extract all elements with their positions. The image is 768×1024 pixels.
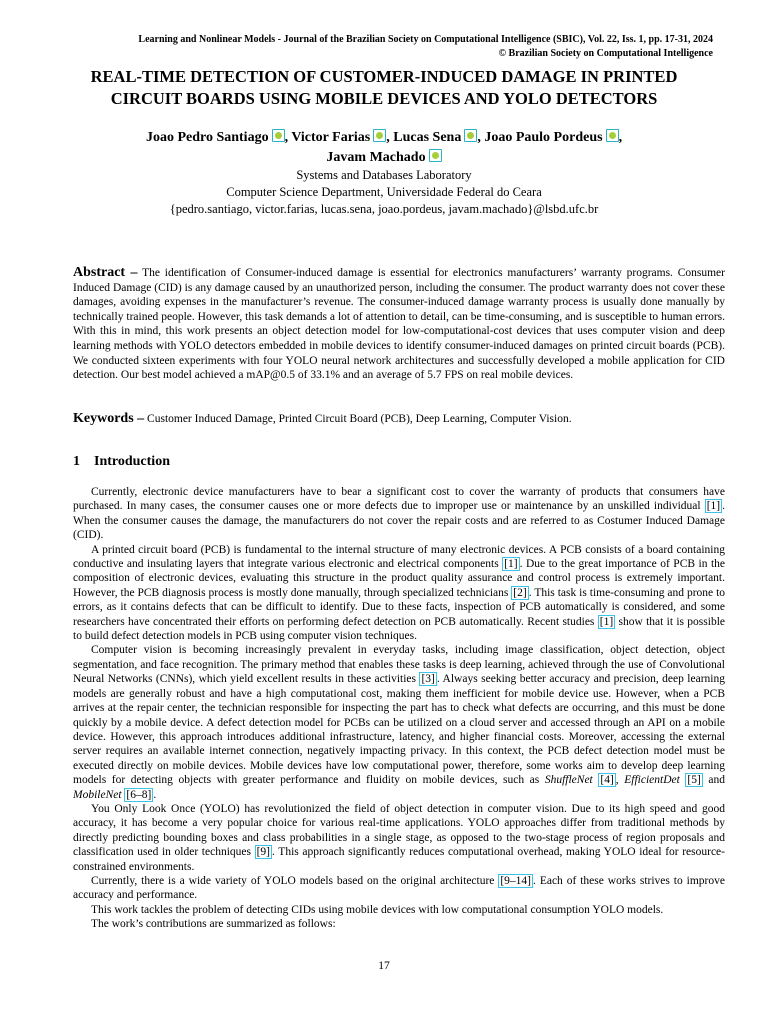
citation-link[interactable]: [2] [513, 586, 527, 599]
section-number: 1 [73, 454, 80, 469]
abstract-text: The identification of Consumer-induced damage is essential for electronics manufacturers’ warranty programs. Consumer Induced Damage (CID) is any damage caused by an unauthorized person, including the consumer. The product warranty does not cover these damages, avoiding expenses in the manufacturer’s revenue. The consumer-induced damage warranty process is usually done manually by technically trained people. However, this task demands a lot of attention to detail, can be time-consuming, and is susceptible to human errors. With this in mind, this work presents an object detection model for low-computational-cost devices that uses computer vision and deep learning methods with YOLO detectors embedded in mobile devices to identify consumer-induced damages on printed circuit boards (PCB). We conducted sixteen experiments with four YOLO neural network architectures and successfully developed a mobile application for CID detection. Our best model achieved a mAP@0.5 of 33.1% and an average of 5.7 FPS on real mobile devices. [73, 267, 725, 382]
paragraph: The work’s contributions are summarized as follows: [91, 918, 336, 931]
keywords-label: Keywords – [73, 411, 145, 426]
copyright-line: © Brazilian Society on Computational Intelligence [498, 48, 713, 59]
citation-link[interactable]: [9–14] [500, 874, 532, 887]
affiliation-lab: Systems and Databases Laboratory [296, 168, 472, 182]
paragraph: Computer vision is becoming increasingly prevalent in everyday tasks, including image classification, object detection, object segmentation, and face recognition. The primary method that enables these tasks is deep learning, achieved through the use of Convolutional Neural Networks (CNNs), which yield excellent results in these activities [3] . Always seeking better accuracy and precision, deep learning models are generally robust and have a high computational cost, making them inefficient for mobile device use. However, when a PCB arrives at the repair center, the technician responsible for inspecting the part has to check what defects are occurring, and this must be done quickly by a mobile device. A defect detection model for PCBs can be utilized on a cloud server and accessed through an API on a mobile device. However, this approach introduces additional infrastructure, latency, and higher financial costs. Moreover, accessing the external server requires an available internet connection, negatively impacting privacy. In this context, the PCB defect detection model must be executed directly on mobile devices. Mobile devices have low computational power, therefore, some works aim to develop deep learning models for detecting objects with greater performance and fluidity on mobile devices, such as ShuffleNet [4] , EfficientDet [5] and MobileNet [6–8] . [73, 644, 726, 801]
citation-link[interactable]: [5] [687, 774, 701, 787]
author-list: Joao Pedro Santiago , Victor Farias , Lucas Sena , Joao Paulo Pordeus , Javam Machado [145, 130, 623, 165]
keywords [73, 411, 725, 427]
paragraph: You Only Look Once (YOLO) has revolutionized the field of object detection in computer vision. Due to its high speed and good accuracy, it has become a very popular choice for various real-time applications. YOLO approaches differ from traditional methods by directly predicting bounding boxes and class probabilities in a single stage, as opposed to the two-stage process of region proposals and classification used in older techniques [9] . This approach significantly reduces computational overhead, making YOLO ideal for resource-constrained environments. [73, 802, 725, 873]
journal-citation: Learning and Nonlinear Models - Journal of the Brazilian Society on Computational Intelligence (SBIC), Vol. 22, Iss. 1, pp. 17-31, 2024 [138, 34, 713, 45]
journal-header [138, 33, 713, 61]
abstract [73, 266, 725, 383]
title-line-1: REAL-TIME DETECTION OF CUSTOMER-INDUCED DAMAGE IN PRINTED [90, 67, 678, 86]
affiliation [80, 167, 688, 218]
affiliation-emails: {pedro.santiago, victor.farias, lucas.sena, joao.pordeus, javam.machado}@lsbd.ufc.br [169, 202, 599, 216]
citation-link[interactable]: [1] [599, 615, 614, 628]
paragraph: Currently, there is a wide variety of YOLO models based on the original architecture [9–14] . Each of these works strives to improve accuracy and performance. [73, 874, 725, 902]
author-name: Javam Machado [326, 150, 426, 165]
orcid-icon[interactable] [373, 129, 386, 142]
citation-link[interactable]: [9] [256, 846, 271, 859]
section-heading [73, 454, 170, 470]
citation-link[interactable]: [1] [504, 558, 518, 571]
author-name: Joao Paulo Pordeus [484, 130, 603, 145]
citation-link[interactable]: [4] [600, 774, 614, 787]
keywords-text: Customer Induced Damage, Printed Circuit Board (PCB), Deep Learning, Computer Vision. [147, 413, 572, 425]
citation-link[interactable]: [3] [421, 673, 435, 686]
page-number: 17 [378, 960, 390, 972]
body-text [73, 485, 725, 932]
author-name: Joao Pedro Santiago [145, 130, 269, 145]
orcid-icon[interactable] [429, 149, 442, 162]
paper-title [40, 66, 728, 110]
paragraph: This work tackles the problem of detecting CIDs using mobile devices with low computational consumption YOLO models. [91, 903, 664, 916]
title-line-2: CIRCUIT BOARDS USING MOBILE DEVICES AND YOLO DETECTORS [110, 89, 658, 108]
section-title: Introduction [94, 454, 170, 469]
abstract-label: Abstract – [73, 265, 138, 280]
author-name: Lucas Sena [393, 130, 462, 145]
orcid-icon[interactable] [272, 129, 285, 142]
affiliation-dept: Computer Science Department, Universidade Federal do Ceara [226, 185, 542, 199]
citation-link[interactable]: [1] [706, 500, 721, 513]
paragraph: A printed circuit board (PCB) is fundamental to the internal structure of many electronic devices. A PCB consists of a board containing conductive and insulating layers that integrate various electronic and electrical components [1] . Due to the great importance of PCB in the composition of electronic devices, evaluating this structure in the product quality assurance and control process is extremely important. However, the PCB diagnosis process is mostly done manually, through specialized technicians [2] . This task is time-consuming and prone to errors, as it contains defects that can be difficult to identify. Due to these facts, inspection of PCB automatically is considered, and some researchers have concentrated their efforts on performing defect detection on PCB automatically. Recent studies [1] show that it is possible to build defect detection models in PCB using computer vision techniques. [73, 543, 726, 643]
paragraph: Currently, electronic device manufacturers have to bear a significant cost to cover the warranty of products that consumers have purchased. In many cases, the consumer causes one or more defects due to improper use or maintenance by an unskilled individual [1] . When the consumer causes the damage, the manufacturers do not cover the repair costs and are referred to as Costumer Induced Damage (CID). [73, 486, 725, 542]
orcid-icon[interactable] [464, 129, 477, 142]
author-name: Victor Farias [291, 130, 371, 145]
citation-link[interactable]: [6–8] [126, 788, 152, 801]
orcid-icon[interactable] [606, 129, 619, 142]
